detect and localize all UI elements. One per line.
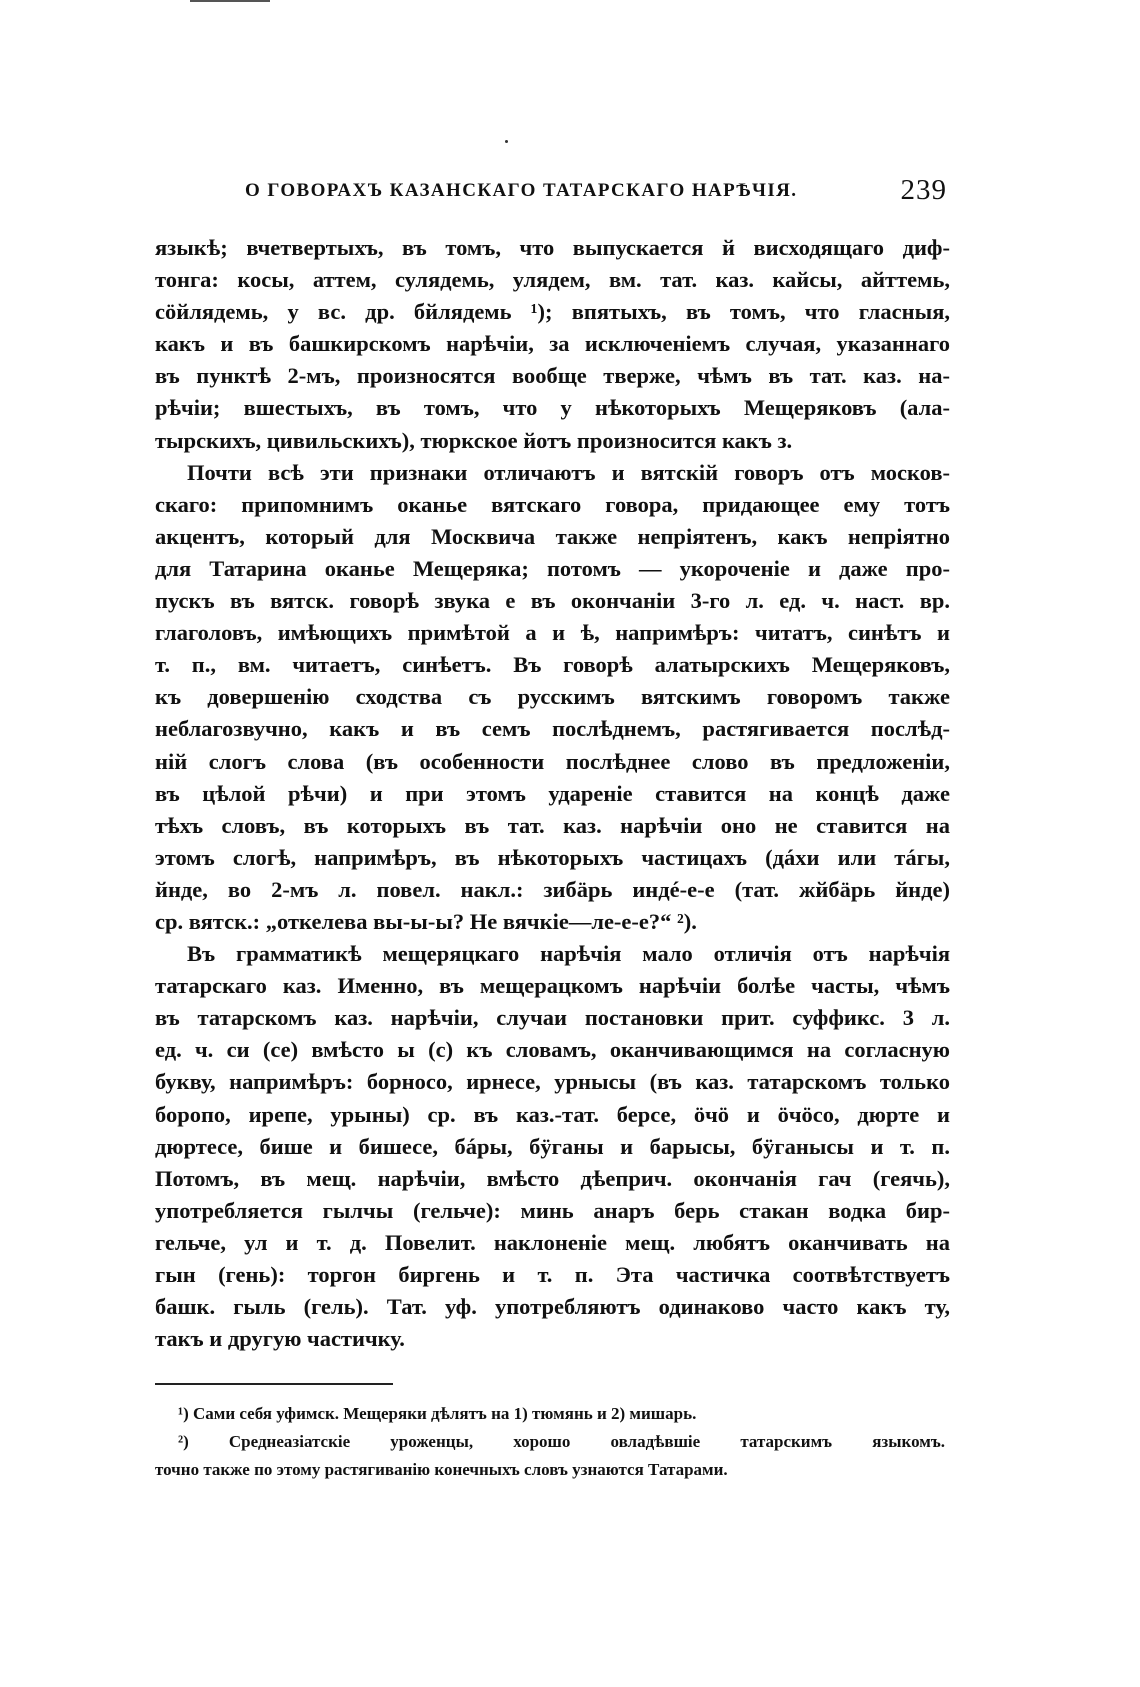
text-line: ср. вятск.: „откелева вы-ы-ы? Не вячкіе—ле-е-е?“ ²).	[155, 908, 697, 934]
page-number: 239	[900, 174, 947, 206]
text-line: къ довершенію сходства съ русскимъ вятскимъ говоромъ также	[155, 684, 950, 710]
text-line: пускъ въ вятск. говорѣ звука е въ окончаніи 3-го л. ед. ч. наст. вр.	[155, 588, 950, 614]
text-line: рѣчіи; вшестыхъ, въ томъ, что у нѣкоторыхъ Мещеряковъ (ала-	[155, 395, 950, 421]
text-line: дюртесе, бише и бишесе, бáры, бÿганы и барысы, бÿганысы и т. п.	[155, 1133, 950, 1159]
text-line: т. п., вм. читаетъ, синѣетъ. Въ говорѣ алатырскихъ Мещеряковъ,	[155, 652, 950, 678]
text-line: Потомъ, въ мещ. нарѣчіи, вмѣсто дѣеприч. окончанія гач (геячь),	[155, 1165, 950, 1191]
text-line: татарскаго каз. Именно, въ мещерацкомъ нарѣчіи болѣе часты, чѣмъ	[155, 973, 950, 999]
running-head	[150, 172, 950, 212]
text-line: въ пунктѣ 2-мъ, произносятся вообще тверже, чѣмъ въ тат. каз. на-	[155, 363, 950, 389]
text-line: сöйлядемь, у вс. др. бйлядемь ¹); впятыхъ, въ томъ, что гласныя,	[155, 299, 950, 325]
text-line: тырскихъ, цивильскихъ), тюркское йотъ произносится какъ з.	[155, 427, 793, 453]
text-line: языкѣ; вчетвертыхъ, въ томъ, что выпускается й висходящаго диф-	[155, 235, 950, 260]
text-line: неблагозвучно, какъ и въ семъ послѣднемъ, растягивается послѣд-	[155, 716, 950, 742]
footnotes	[155, 1400, 945, 1484]
text-line: гельче, ул и т. д. Повелит. наклоненіе мещ. любятъ оканчивать на	[155, 1229, 950, 1255]
text-line: этомъ слогѣ, напримѣръ, въ нѣкоторыхъ частицахъ (дáхи или тáгы,	[155, 844, 950, 870]
text-line: башк. гыль (гель). Тат. уф. употребляютъ одинаково часто какъ ту,	[155, 1294, 950, 1320]
text-line: скаго: припомнимъ оканье вятскаго говора, придающее ему тотъ	[155, 491, 950, 517]
running-title: О ГОВОРАХЪ КАЗАНСКАГО ТАТАРСКАГО НАРѢЧІЯ.	[245, 180, 798, 201]
printing-dot	[505, 140, 508, 143]
text-line: такъ и другую частичку.	[155, 1326, 405, 1352]
top-edge-rule	[190, 0, 270, 2]
text-line: йнде, во 2-мъ л. повел. накл.: зибäрь индé-е-е (тат. жйбäрь йнде)	[155, 876, 950, 902]
footnote-separator	[155, 1383, 393, 1385]
text-line: боропо, ирепе, урыны) ср. въ каз.-тат. берсе, öчö и öчöсо, дюрте и	[155, 1101, 950, 1127]
text-line: употребляется гылчы (гельче): минь анаръ берь стакан водка бир-	[155, 1197, 950, 1223]
text-line: букву, напримѣръ: борносо, ирнесе, урнысы (въ каз. татарскомъ только	[155, 1069, 950, 1095]
text-line: акцентъ, который для Москвича также непріятенъ, какъ непріятно	[155, 523, 950, 549]
paragraph-first-line: Въ грамматикѣ мещеряцкаго нарѣчія мало отличія отъ нарѣчія	[187, 941, 950, 967]
footnote-2-continued: точно также по этому растягиванію конечныхъ словъ узнаются Татарами.	[155, 1460, 728, 1479]
text-line: тонга: косы, аттем, сулядемь, улядем, вм. тат. каз. кайсы, айттемь,	[155, 267, 950, 293]
text-line: ед. ч. си (се) вмѣсто ы (с) къ словамъ, оканчивающимся на согласную	[155, 1037, 950, 1063]
text-line: въ татарскомъ каз. нарѣчіи, случаи постановки прит. суффикс. 3 л.	[155, 1005, 950, 1031]
body-text	[155, 232, 950, 1355]
text-line: какъ и въ башкирскомъ нарѣчіи, за исключеніемъ случая, указаннаго	[155, 331, 950, 357]
footnote-2: ²) Среднеазіатскіе уроженцы, хорошо овладѣвшіе татарскимъ языкомъ.	[178, 1432, 945, 1451]
text-line: для Татарина оканье Мещеряка; потомъ — укороченіе и даже про-	[155, 555, 950, 581]
text-line: глаголовъ, имѣющихъ примѣтой а и ѣ, напримѣръ: читатъ, синѣтъ и	[155, 620, 950, 646]
text-line: ній слогъ слова (въ особенности послѣднее слово въ предложеніи,	[155, 748, 950, 774]
text-line: тѣхъ словъ, въ которыхъ въ тат. каз. нарѣчіи оно не ставится на	[155, 812, 950, 838]
footnote-1: ¹) Сами себя уфимск. Мещеряки дѣлятъ на 1) тюмянь и 2) мишарь.	[178, 1404, 697, 1423]
text-line: гын (гень): торгон биргень и т. п. Эта частичка соотвѣтствуетъ	[155, 1262, 950, 1287]
text-line: въ цѣлой рѣчи) и при этомъ удареніе ставится на концѣ даже	[155, 780, 950, 806]
paragraph-first-line: Почти всѣ эти признаки отличаютъ и вятскій говоръ отъ москов-	[187, 459, 950, 485]
